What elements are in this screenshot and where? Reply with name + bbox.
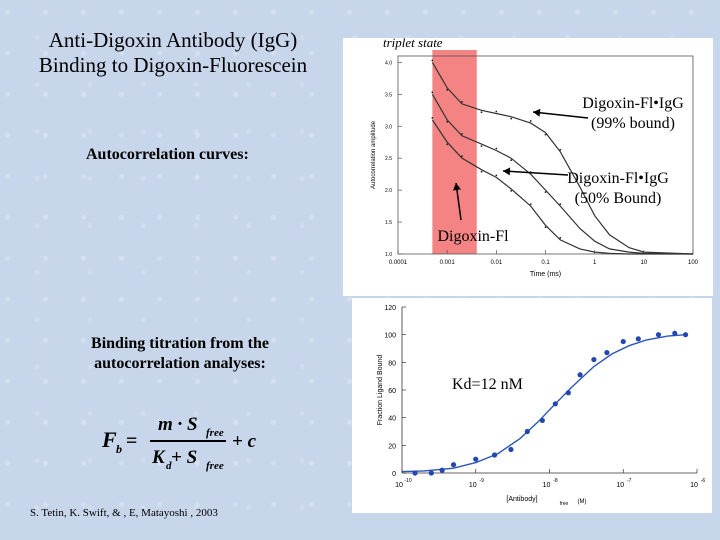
x-tick-label: 0.0001	[388, 260, 408, 266]
curve-data-point	[495, 111, 497, 113]
x-axis-label: Time (ms)	[529, 271, 562, 278]
curve-data-point	[559, 149, 561, 151]
curve-data-point	[545, 191, 547, 193]
x-tick-exponent: -6	[700, 478, 706, 484]
curve-data-point	[495, 148, 497, 150]
formula-numerator: m · S	[158, 414, 198, 435]
binding-titration-label	[60, 334, 300, 374]
series-arrow-1	[533, 112, 588, 118]
formula-lhs: F	[102, 427, 117, 452]
curve-data-point	[495, 174, 497, 176]
x-axis-label-unit: (M)	[577, 499, 587, 505]
x-tick-label: 100	[687, 260, 699, 266]
curve-data-point	[559, 237, 561, 239]
binding-formula	[100, 405, 270, 480]
x-tick-exponent: -8	[553, 478, 558, 484]
curve-data-point	[510, 118, 512, 120]
y-tick-label: 1.0	[385, 252, 392, 258]
curve-data-point	[545, 226, 547, 228]
binding-data-point	[672, 331, 677, 336]
x-tick-base: 10	[395, 482, 403, 489]
formula-denominator-s: + S	[171, 447, 198, 468]
y-tick-label: 40	[388, 415, 396, 423]
binding-data-point	[604, 350, 609, 355]
binding-data-point	[508, 447, 513, 452]
binding-data-point	[683, 332, 688, 337]
y-tick-label: 20	[388, 443, 396, 451]
formula-svg	[100, 405, 270, 475]
curve-data-point	[461, 155, 463, 157]
formula-denominator-sub2: free	[206, 460, 224, 472]
slide-title	[8, 28, 338, 78]
x-tick-base: 10	[468, 482, 477, 489]
kd-annotation: Kd=12 nM	[452, 376, 523, 393]
y-tick-label: 3.0	[385, 124, 392, 131]
binding-data-point	[578, 372, 583, 377]
curve-data-point	[446, 121, 448, 123]
x-tick-base: 10	[542, 482, 551, 489]
y-tick-label: 4.0	[385, 60, 392, 67]
binding-data-point	[553, 401, 558, 406]
binding-data-point	[656, 332, 661, 337]
curve-data-point	[446, 89, 448, 91]
binding-label-line-2: autocorrelation analyses:	[94, 355, 266, 372]
y-tick-label: 2.0	[385, 188, 392, 195]
formula-plus-c: + c	[232, 431, 257, 452]
title-line-1: Anti-Digoxin Antibody (IgG)	[48, 28, 298, 52]
x-tick-base: 10	[616, 482, 625, 489]
citation: S. Tetin, K. Swift, & , E, Matayoshi , 2003	[30, 507, 218, 519]
binding-data-point	[451, 462, 456, 467]
curve-data-point	[510, 159, 512, 161]
y-axis-label: Fraction Ligand Bound	[377, 354, 384, 426]
binding-data-point	[566, 390, 571, 395]
curve-data-point	[530, 203, 532, 205]
formula-lhs-sub: b	[116, 442, 122, 456]
curve-data-point	[481, 171, 483, 173]
curve-data-point	[510, 190, 512, 192]
y-tick-label: 100	[384, 332, 396, 340]
x-axis-label-free: free	[559, 501, 569, 507]
y-tick-label: 2.5	[385, 156, 392, 163]
curve-data-point	[431, 117, 433, 119]
autocorrelation-label: Autocorrelation curves:	[86, 146, 249, 163]
curve-data-point	[545, 134, 547, 136]
curve-data-point	[461, 101, 463, 103]
binding-chart-panel	[352, 298, 712, 518]
binding-data-point	[540, 418, 545, 423]
formula-denominator-sub1: d	[166, 460, 172, 472]
y-tick-label: 3.5	[385, 92, 392, 99]
binding-data-point	[440, 468, 445, 473]
x-tick-label: 0.001	[439, 260, 455, 266]
x-tick-label: 0.1	[541, 260, 550, 266]
curve-data-point	[461, 133, 463, 135]
x-tick-exponent: -9	[479, 478, 484, 484]
formula-numerator-sub: free	[206, 427, 224, 439]
curve-data-point	[446, 143, 448, 145]
series-arrowhead-1	[533, 109, 540, 117]
x-tick-label: 0.01	[490, 260, 503, 266]
autocorrelation-chart-panel	[343, 38, 713, 296]
formula-equals: =	[126, 430, 138, 452]
x-tick-label: 10	[640, 260, 648, 266]
title-line-2: Binding to Digoxin-Fluorescein	[38, 53, 308, 77]
binding-chart	[352, 298, 712, 513]
series-label-2-line1: Digoxin-Fl•IgG	[567, 170, 669, 187]
binding-label-line-1: Binding titration from the	[91, 335, 269, 352]
x-tick-exponent: -7	[627, 478, 632, 484]
binding-data-point	[473, 457, 478, 462]
binding-data-point	[412, 470, 417, 475]
triplet-state-highlight	[432, 50, 476, 254]
series-label-3-line1: Digoxin-Fl	[437, 228, 509, 245]
x-tick-label: 1	[592, 260, 597, 266]
y-axis-label: Autocorrelation amplitude	[371, 120, 377, 190]
x-tick-exponent: -10	[404, 478, 412, 484]
formula-denominator-k: K	[152, 447, 165, 468]
curve-data-point	[481, 111, 483, 113]
curve-data-point	[530, 120, 532, 122]
binding-data-point	[621, 339, 626, 344]
x-tick-base: 10	[690, 482, 698, 489]
y-tick-label: 1.5	[385, 220, 392, 227]
binding-data-point	[636, 336, 641, 341]
series-arrow-2	[503, 171, 568, 175]
y-tick-label: 0	[392, 471, 396, 478]
binding-data-point	[429, 470, 434, 475]
curve-data-point	[431, 59, 433, 61]
curve-data-point	[559, 203, 561, 205]
curve-data-point	[481, 145, 483, 147]
curve-data-point	[431, 91, 433, 93]
binding-data-point	[591, 357, 596, 362]
binding-data-point	[525, 429, 530, 434]
y-tick-label: 120	[384, 305, 396, 312]
series-label-2-line2: (50% Bound)	[574, 190, 662, 207]
series-arrowhead-2	[503, 167, 510, 175]
autocorrelation-chart	[343, 38, 713, 296]
x-axis-label: [Antibody]	[506, 496, 538, 503]
binding-data-point	[492, 452, 497, 457]
series-label-1-line2: (99% bound)	[591, 115, 675, 132]
y-tick-label: 80	[388, 360, 396, 368]
series-label-1-line1: Digoxin-Fl•IgG	[582, 95, 684, 112]
triplet-state-label: triplet state	[383, 38, 443, 50]
y-tick-label: 60	[388, 388, 396, 395]
